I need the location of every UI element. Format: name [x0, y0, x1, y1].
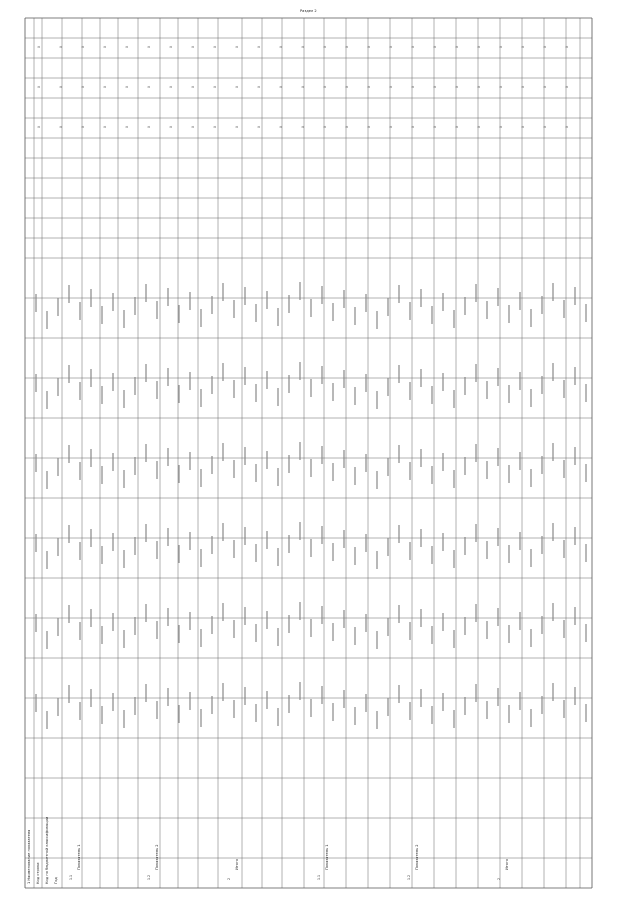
row-code: 2 [497, 877, 501, 880]
cell-mark: X [565, 45, 569, 48]
cell-mark: X [213, 85, 217, 88]
cell-mark: X [213, 45, 217, 48]
cell-mark: X [477, 85, 481, 88]
row-label: Итого [235, 858, 239, 870]
cell-mark: X [477, 125, 481, 128]
cell-mark: X [235, 85, 239, 88]
cell-mark: X [411, 125, 415, 128]
cell-mark: X [235, 45, 239, 48]
cell-mark: X [301, 45, 305, 48]
cell-mark: X [565, 125, 569, 128]
cell-mark: X [301, 85, 305, 88]
cell-mark: X [37, 45, 41, 48]
cell-mark: X [59, 85, 63, 88]
cell-mark: X [235, 125, 239, 128]
cell-mark: X [125, 85, 129, 88]
cell-mark: X [103, 85, 107, 88]
cell-mark: X [103, 45, 107, 48]
row-label: Показатель 1 [325, 844, 329, 870]
cell-mark: X [543, 45, 547, 48]
cell-mark: X [345, 125, 349, 128]
cell-mark: X [389, 85, 393, 88]
cell-mark: X [37, 85, 41, 88]
cell-mark: X [345, 45, 349, 48]
cell-mark: X [565, 85, 569, 88]
cell-mark: X [257, 45, 261, 48]
cell-mark: X [323, 125, 327, 128]
cell-mark: X [81, 45, 85, 48]
cell-mark: X [213, 125, 217, 128]
cell-mark: X [125, 45, 129, 48]
cell-mark: X [367, 125, 371, 128]
cell-mark: X [433, 45, 437, 48]
cell-mark: X [521, 125, 525, 128]
cell-mark: X [147, 85, 151, 88]
cell-mark: X [191, 45, 195, 48]
cell-mark: X [477, 45, 481, 48]
cell-mark: X [81, 85, 85, 88]
header-cell: Код по бюджетной классификации [45, 816, 49, 884]
cell-mark: X [455, 125, 459, 128]
cell-mark: X [147, 125, 151, 128]
header-cell: Код строки [36, 862, 40, 884]
row-code: 1.2 [407, 874, 411, 880]
row-code: 1.1 [69, 874, 73, 880]
cell-mark: X [521, 45, 525, 48]
row-code: 1.1 [317, 874, 321, 880]
cell-mark: X [169, 85, 173, 88]
row-label: Показатель 2 [155, 844, 159, 870]
cell-mark: X [389, 125, 393, 128]
cell-mark: X [323, 45, 327, 48]
cell-mark: X [499, 125, 503, 128]
cell-mark: X [455, 85, 459, 88]
cell-mark: X [367, 85, 371, 88]
cell-mark: X [411, 45, 415, 48]
cell-mark: X [301, 125, 305, 128]
cell-mark: X [389, 45, 393, 48]
row-code: 2 [227, 877, 231, 880]
row-label: Итого [505, 858, 509, 870]
cell-mark: X [59, 45, 63, 48]
cell-mark: X [455, 45, 459, 48]
cell-mark: X [433, 125, 437, 128]
cell-mark: X [37, 125, 41, 128]
cell-mark: X [521, 85, 525, 88]
cell-mark: X [59, 125, 63, 128]
cell-mark: X [279, 85, 283, 88]
cell-mark: X [499, 45, 503, 48]
cell-mark: X [345, 85, 349, 88]
cell-mark: X [169, 45, 173, 48]
cell-mark: X [125, 125, 129, 128]
section-note: Раздел 2 [300, 9, 317, 13]
header-cell: Год [54, 877, 58, 884]
header-cell: 1 Наименование показателя [27, 829, 31, 884]
row-label: Показатель 1 [77, 844, 81, 870]
row-code: 1.2 [147, 874, 151, 880]
cell-mark: X [499, 85, 503, 88]
cell-mark: X [103, 125, 107, 128]
cell-mark: X [147, 45, 151, 48]
cell-mark: X [257, 85, 261, 88]
cell-mark: X [367, 45, 371, 48]
cell-mark: X [81, 125, 85, 128]
cell-mark: X [191, 85, 195, 88]
cell-mark: X [543, 125, 547, 128]
cell-mark: X [169, 125, 173, 128]
cell-mark: X [279, 125, 283, 128]
cell-mark: X [543, 85, 547, 88]
cell-mark: X [279, 45, 283, 48]
cell-mark: X [323, 85, 327, 88]
row-label: Показатель 2 [415, 844, 419, 870]
cell-mark: X [411, 85, 415, 88]
cell-mark: X [257, 125, 261, 128]
cell-mark: X [191, 125, 195, 128]
cell-mark: X [433, 85, 437, 88]
